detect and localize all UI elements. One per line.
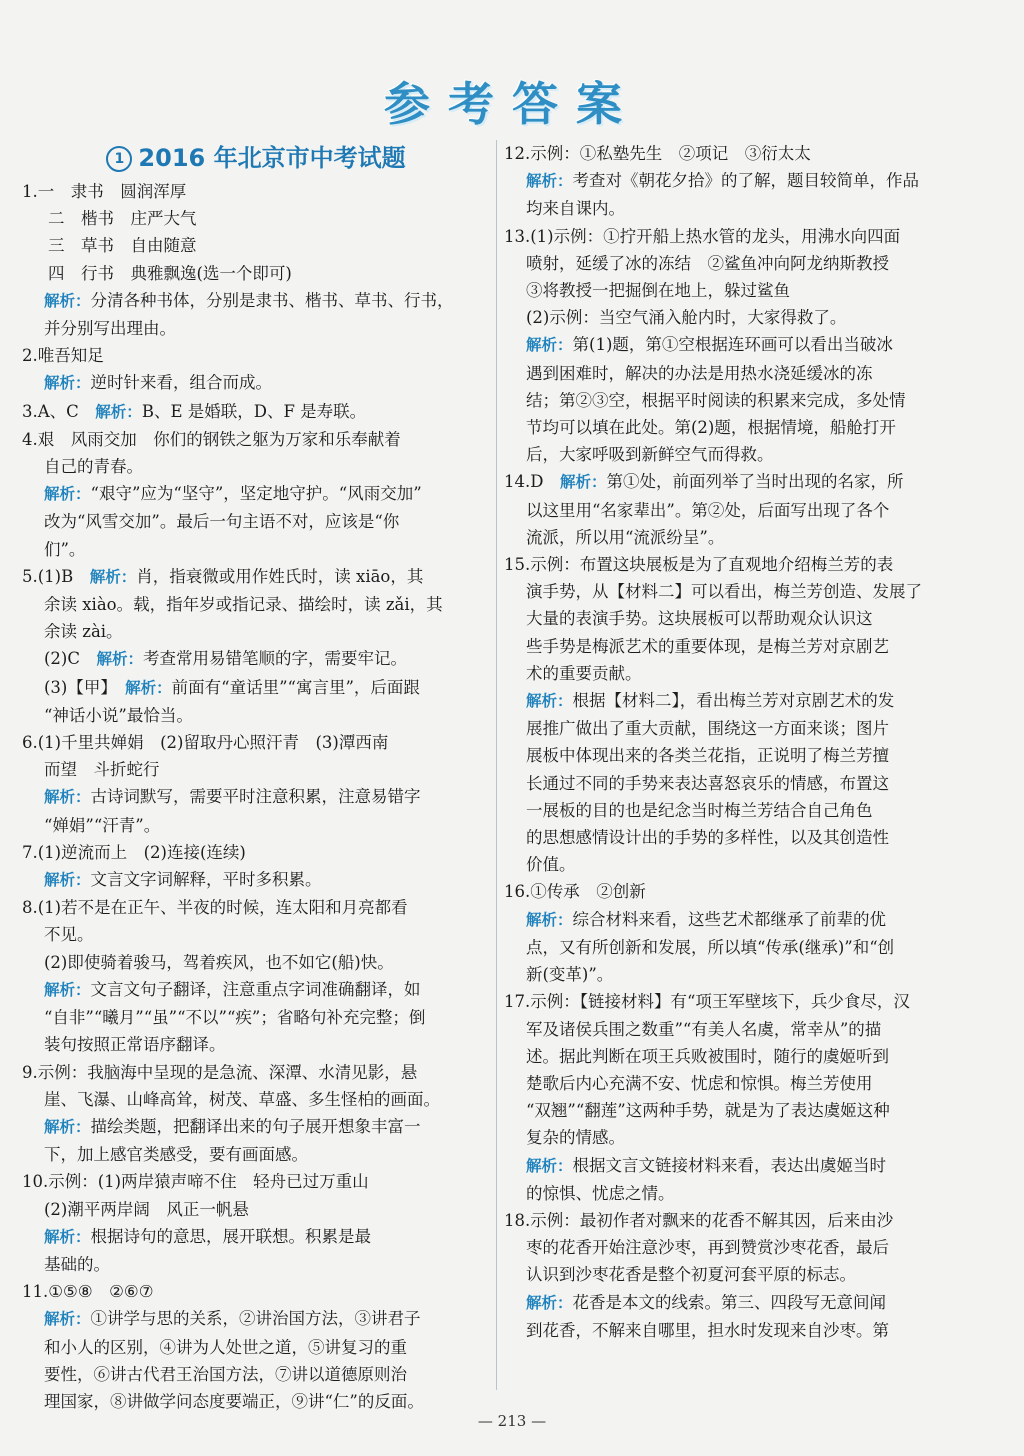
analysis-label: 解析： (44, 1227, 91, 1246)
answer-line (22, 1251, 490, 1278)
answer-text: 9.示例：我脑海中呈现的是急流、深潭、水清见影，悬 (22, 1062, 418, 1082)
answer-line (504, 250, 976, 277)
answer-line (22, 1168, 490, 1195)
answer-text: 喷射，延缓了冰的冻结 ②鲨鱼冲向阿龙纳斯教授 (526, 253, 889, 273)
answer-text: 遇到困难时，解决的办法是用热水浇延缓冰的冻 (526, 363, 873, 383)
answer-text: 1.一 隶书 圆润浑厚 (22, 182, 187, 201)
answer-text: 展推广做出了重大贡献，围绕这一方面来谈；图片 (526, 719, 889, 739)
answer-text: 的惊惧、忧虑之情。 (526, 1183, 675, 1203)
analysis-text: 逆时针来看，组合而成。 (90, 373, 273, 393)
answer-text: 新(变革)”。 (526, 965, 614, 985)
answer-line (504, 715, 976, 742)
answer-line (504, 660, 976, 687)
section-heading (22, 140, 490, 176)
answer-text: 7.(1)逆流而上 (2)连接(连续) (22, 842, 246, 862)
answer-line (504, 770, 976, 797)
analysis-label: 解析： (44, 871, 91, 890)
right-column (504, 140, 976, 1344)
analysis-text: 花香是本文的线索。第三、四段写无意间闻 (572, 1292, 887, 1312)
analysis-text: 前面有“童话里”“寓言里”，后面跟 (171, 677, 420, 697)
answer-line (22, 1278, 490, 1305)
section-title: 2016 年北京市中考试题 (138, 144, 406, 172)
answer-text: 余读 zài。 (44, 622, 123, 642)
answer-line (504, 934, 976, 961)
answer-line (504, 797, 976, 824)
answer-text: 枣的花香开始注意沙枣，再到赞赏沙枣花香，最后 (526, 1238, 889, 1258)
answer-line (504, 988, 976, 1015)
answer-line (22, 1305, 490, 1333)
answer-text: “婵娟”“汗青”。 (44, 815, 161, 835)
answer-text: 流派，所以用“流派纷呈”。 (526, 527, 725, 547)
answer-line (504, 551, 976, 578)
answer-text: (2)示例：当空气涌入舱内时，大家得救了。 (526, 308, 847, 328)
answer-line (22, 1059, 490, 1086)
page-number: — 213 — (477, 1412, 547, 1430)
answer-line (22, 315, 490, 342)
answer-text: 些手势是梅派艺术的重要体现，是梅兰芳对京剧艺 (526, 636, 889, 656)
answer-line (504, 1070, 976, 1097)
answer-line (22, 894, 490, 921)
answer-text: 到花香，不解来自哪里，担水时发现来自沙枣。第 (526, 1320, 889, 1340)
analysis-text: 第(1)题，第①空根据连环画可以看出当破冰 (572, 335, 893, 355)
analysis-text: 描绘类题，把翻译出来的句子展开想象丰富一 (90, 1116, 421, 1136)
answer-line (504, 687, 976, 715)
answer-line (504, 223, 976, 250)
answer-line (22, 949, 490, 976)
answer-line (504, 742, 976, 769)
analysis-label: 解析： (44, 1117, 91, 1136)
answer-text: 余读 xiào。载，指年岁或指记录、描绘时，读 zǎi，其 (44, 595, 443, 615)
answer-line (504, 195, 976, 222)
answer-line (22, 287, 490, 315)
answer-line (22, 508, 490, 535)
analysis-label: 解析： (44, 788, 91, 807)
answer-line (22, 1223, 490, 1251)
answer-line (22, 618, 490, 645)
analysis-text: 考查对《朝花夕拾》的了解，题目较简单，作品 (572, 171, 920, 191)
answer-text: 8.(1)若不是在正午、半夜的时候，连太阳和月亮都看 (22, 898, 408, 918)
answer-line (504, 1234, 976, 1261)
answer-line (22, 756, 490, 783)
analysis-text: 根据文言文链接材料来看，表达出虞姬当时 (572, 1155, 887, 1175)
analysis-label: 解析： (526, 172, 573, 191)
answer-line (504, 1289, 976, 1317)
answer-line (504, 167, 976, 195)
answer-text: 12.示例：①私塾先生 ②项记 ③衍太太 (504, 144, 811, 163)
answer-text: 楚歌后内心充满不安、忧虑和惊惧。梅兰芳使用 (526, 1073, 873, 1093)
analysis-text: 文言文句子翻译，注意重点字词准确翻译，如 (90, 979, 421, 999)
answer-line (504, 1317, 976, 1344)
answer-text: 点，又有所创新和发展，所以填“传承(继承)”和“创 (526, 937, 895, 957)
answer-text: 们”。 (44, 539, 86, 559)
analysis-label: 解析： (526, 692, 573, 711)
answer-line (22, 729, 490, 756)
answer-line (22, 783, 490, 811)
answer-text: (2)即使骑着骏马，驾着疾风，也不如它(船)快。 (44, 952, 394, 972)
answer-line (504, 360, 976, 387)
analysis-text: 文言文字词解释，平时多积累。 (90, 870, 322, 890)
analysis-label: 解析： (44, 485, 91, 504)
answer-text: 和小人的区别，④讲为人处世之道，⑤讲复习的重 (44, 1337, 407, 1357)
analysis-label: 解析： (559, 473, 607, 492)
answer-line (504, 524, 976, 551)
section-number: 1 (106, 146, 132, 172)
answer-text: 三 草书 自由随意 (48, 236, 197, 256)
answer-text: 不见。 (44, 925, 94, 945)
answer-line (22, 342, 490, 369)
answer-text: (2)C (44, 649, 97, 669)
analysis-label: 解析： (44, 980, 91, 999)
answer-text: “双翘”“翻莲”这两种手势，就是为了表达虞姬这种 (526, 1101, 890, 1121)
answer-line (504, 1097, 976, 1124)
answer-line (504, 1207, 976, 1234)
answer-text: 军及诸侯兵围之数重”“有美人名虞，常幸从”的描 (526, 1019, 882, 1039)
answer-text: 14.D (504, 472, 560, 492)
answer-text: 基础的。 (44, 1254, 110, 1274)
answer-text: “自非”“曦月”“虽”“不以”“疾”；省略句补充完整；倒 (44, 1008, 426, 1028)
answer-line (504, 1261, 976, 1288)
answer-text: 述。据此判断在项王兵败被围时，随行的虞姬听到 (526, 1046, 889, 1066)
answer-text: 价值。 (526, 855, 576, 875)
answer-line (22, 1086, 490, 1113)
answer-line (504, 605, 976, 632)
answer-text: 13.(1)示例：①拧开船上热水管的龙头，用沸水向四面 (504, 226, 901, 246)
answer-line (504, 1016, 976, 1043)
answer-line (504, 414, 976, 441)
answer-line (504, 304, 976, 331)
answer-line (22, 1141, 490, 1168)
answer-line (22, 369, 490, 397)
answer-line (22, 591, 490, 618)
answer-line (22, 1004, 490, 1031)
answer-line (22, 812, 490, 839)
answer-line (504, 824, 976, 851)
answer-text: ③将教授一把掘倒在地上，躲过鲨鱼 (526, 281, 790, 301)
answer-line (22, 426, 490, 453)
answer-line (22, 674, 490, 702)
answer-line (22, 1031, 490, 1058)
answer-line (504, 878, 976, 905)
answer-line (504, 468, 976, 496)
answer-text: 演手势，从【材料二】可以看出，梅兰芳创造、发展了 (526, 582, 922, 602)
analysis-label: 解析： (526, 1293, 573, 1312)
answer-text: 并分别写出理由。 (44, 319, 176, 339)
answer-text: 崖、飞瀑、山峰高耸，树茂、草盛、多生怪柏的画面。 (44, 1089, 440, 1109)
analysis-label: 解析： (44, 1310, 91, 1329)
analysis-text: 古诗词默写，需要平时注意积累，注意易错字 (90, 787, 421, 807)
answer-text: 认识到沙枣花香是整个初夏河套平原的标志。 (526, 1265, 856, 1285)
answer-text: 以这里用“名家辈出”。第②处，后面写出现了各个 (526, 500, 890, 520)
answer-text: 下，加上感官类感受，要有画面感。 (44, 1145, 308, 1165)
answer-line (22, 702, 490, 729)
answer-text: 2.唯吾知足 (22, 346, 104, 366)
answer-line (22, 839, 490, 866)
answer-text: 5.(1)B (22, 566, 90, 586)
answer-text: 节均可以填在此处。第(2)题，根据情境，船舱打开 (526, 418, 896, 438)
answer-line (504, 1152, 976, 1180)
answer-text: 大量的表演手势。这块展板可以帮助观众认识这 (526, 609, 873, 629)
analysis-text: ①讲学与思的关系，②讲治国方法，③讲君子 (90, 1309, 421, 1329)
answer-text: 要性，⑥讲古代君王治国方法，⑦讲以道德原则治 (44, 1364, 407, 1384)
answer-line (22, 921, 490, 948)
answer-text: 一展板的目的也是纪念当时梅兰芳结合自己角色 (526, 800, 873, 820)
answer-text: 四 行书 典雅飘逸(选一个即可) (48, 263, 292, 283)
answer-line (22, 976, 490, 1004)
answer-text: 展板中体现出来的各类兰花指，正说明了梅兰芳擅 (526, 746, 889, 766)
analysis-label: 解析： (89, 567, 137, 586)
answer-line (504, 497, 976, 524)
answer-text: 16.①传承 ②创新 (504, 882, 646, 902)
answer-text: 术的重要贡献。 (526, 663, 642, 683)
answer-line (22, 205, 490, 232)
answer-text: 自己的青春。 (44, 457, 143, 477)
answer-line (504, 441, 976, 468)
analysis-text: 根据诗句的意思，展开联想。积累是最 (90, 1226, 372, 1246)
answer-line (504, 906, 976, 934)
analysis-text: 根据【材料二】，看出梅兰芳对京剧艺术的发 (572, 691, 895, 711)
left-answer-list (22, 178, 490, 1415)
analysis-text: 综合材料来看，这些艺术都继承了前辈的优 (572, 909, 887, 929)
answer-line (22, 1196, 490, 1223)
left-column (22, 140, 490, 1415)
answer-text: 18.示例：最初作者对飘来的花香不解其因，后来由沙 (504, 1210, 894, 1230)
answer-text: 11.①⑤⑧ ②⑥⑦ (22, 1282, 154, 1302)
analysis-text: 第①处，前面列举了当时出现的名家，所 (606, 472, 904, 492)
answer-text: 二 楷书 庄严大气 (48, 209, 197, 229)
answer-line (22, 645, 490, 673)
analysis-label: 解析： (44, 374, 91, 393)
answer-text: 均来自课内。 (526, 199, 625, 219)
answer-line (504, 140, 976, 167)
column-divider (496, 140, 497, 1390)
answer-line (22, 1113, 490, 1141)
page-title: 参考答案 (384, 77, 640, 131)
answer-text: (2)潮平两岸阔 风正一帆悬 (44, 1199, 249, 1219)
answer-line (504, 851, 976, 878)
answer-text: 装句按照正常语序翻译。 (44, 1035, 226, 1055)
answer-text: 后，大家呼吸到新鲜空气而得救。 (526, 445, 774, 465)
answer-line (22, 866, 490, 894)
answer-text: 复杂的情感。 (526, 1128, 625, 1148)
analysis-text: “艰守”应为“坚守”，坚定地守护。“风雨交加” (90, 484, 422, 504)
answer-line (22, 1334, 490, 1361)
analysis-text: B、E 是婚联，D、F 是寿联。 (141, 401, 367, 421)
analysis-label: 解析： (125, 678, 172, 697)
answer-text: 3.A、C (22, 401, 96, 421)
analysis-text: 考查常用易错笔顺的字，需要牢记。 (143, 649, 408, 669)
answer-line (22, 536, 490, 563)
answer-line (22, 453, 490, 480)
answer-text: 6.(1)千里共婵娟 (2)留取丹心照汗青 (3)潭西南 (22, 733, 389, 753)
answer-text: 长通过不同的手势来表达喜怒哀乐的情感，布置这 (526, 773, 889, 793)
answer-text: 4.艰 风雨交加 你们的钢铁之躯为万家和乐奉献着 (22, 429, 401, 449)
answer-line (504, 1180, 976, 1207)
answer-text: “神话小说”最恰当。 (44, 705, 193, 725)
answer-text: 的思想感情设计出的手势的多样性，以及其创造性 (526, 828, 889, 848)
answer-text: 改为“风雪交加”。最后一句主语不对，应该是“你 (44, 512, 400, 532)
answer-line (504, 387, 976, 414)
answer-text: 理国家，⑧讲做学问态度要端正，⑨讲“仁”的反面。 (44, 1391, 424, 1411)
answer-line (22, 480, 490, 508)
analysis-label: 解析： (526, 1156, 573, 1175)
answer-line (504, 961, 976, 988)
answer-line (22, 563, 490, 591)
answer-line (504, 633, 976, 660)
analysis-text: 分清各种书体，分别是隶书、楷书、草书、行书， (90, 290, 454, 310)
answer-line (504, 277, 976, 304)
answer-line (504, 578, 976, 605)
answer-text: 15.示例：布置这块展板是为了直观地介绍梅兰芳的表 (504, 555, 894, 575)
answer-text: 17.示例：【链接材料】有“项王军壁垓下，兵少食尽，汉 (504, 992, 910, 1012)
answer-line (504, 1124, 976, 1151)
answer-line (22, 1361, 490, 1388)
answer-text: (3)【甲】 (44, 677, 126, 697)
analysis-label: 解析： (95, 402, 142, 421)
answer-line (22, 260, 490, 287)
analysis-text: 肖，指衰微或用作姓氏时，读 xiāo，其 (136, 566, 424, 586)
analysis-label: 解析： (44, 291, 91, 310)
answer-text: 而望 斗折蛇行 (44, 760, 160, 780)
answer-line (504, 1043, 976, 1070)
answer-line (504, 331, 976, 359)
answer-line (22, 398, 490, 426)
analysis-label: 解析： (96, 650, 144, 669)
answer-line (22, 178, 490, 205)
analysis-label: 解析： (526, 336, 573, 355)
analysis-label: 解析： (526, 910, 573, 929)
answer-text: 10.示例：(1)两岸猿声啼不住 轻舟已过万重山 (22, 1172, 369, 1192)
answer-line (22, 232, 490, 259)
right-answer-list (504, 140, 976, 1344)
answer-text: 结；第②③空，根据平时阅读的积累来完成，多处情 (526, 390, 906, 410)
